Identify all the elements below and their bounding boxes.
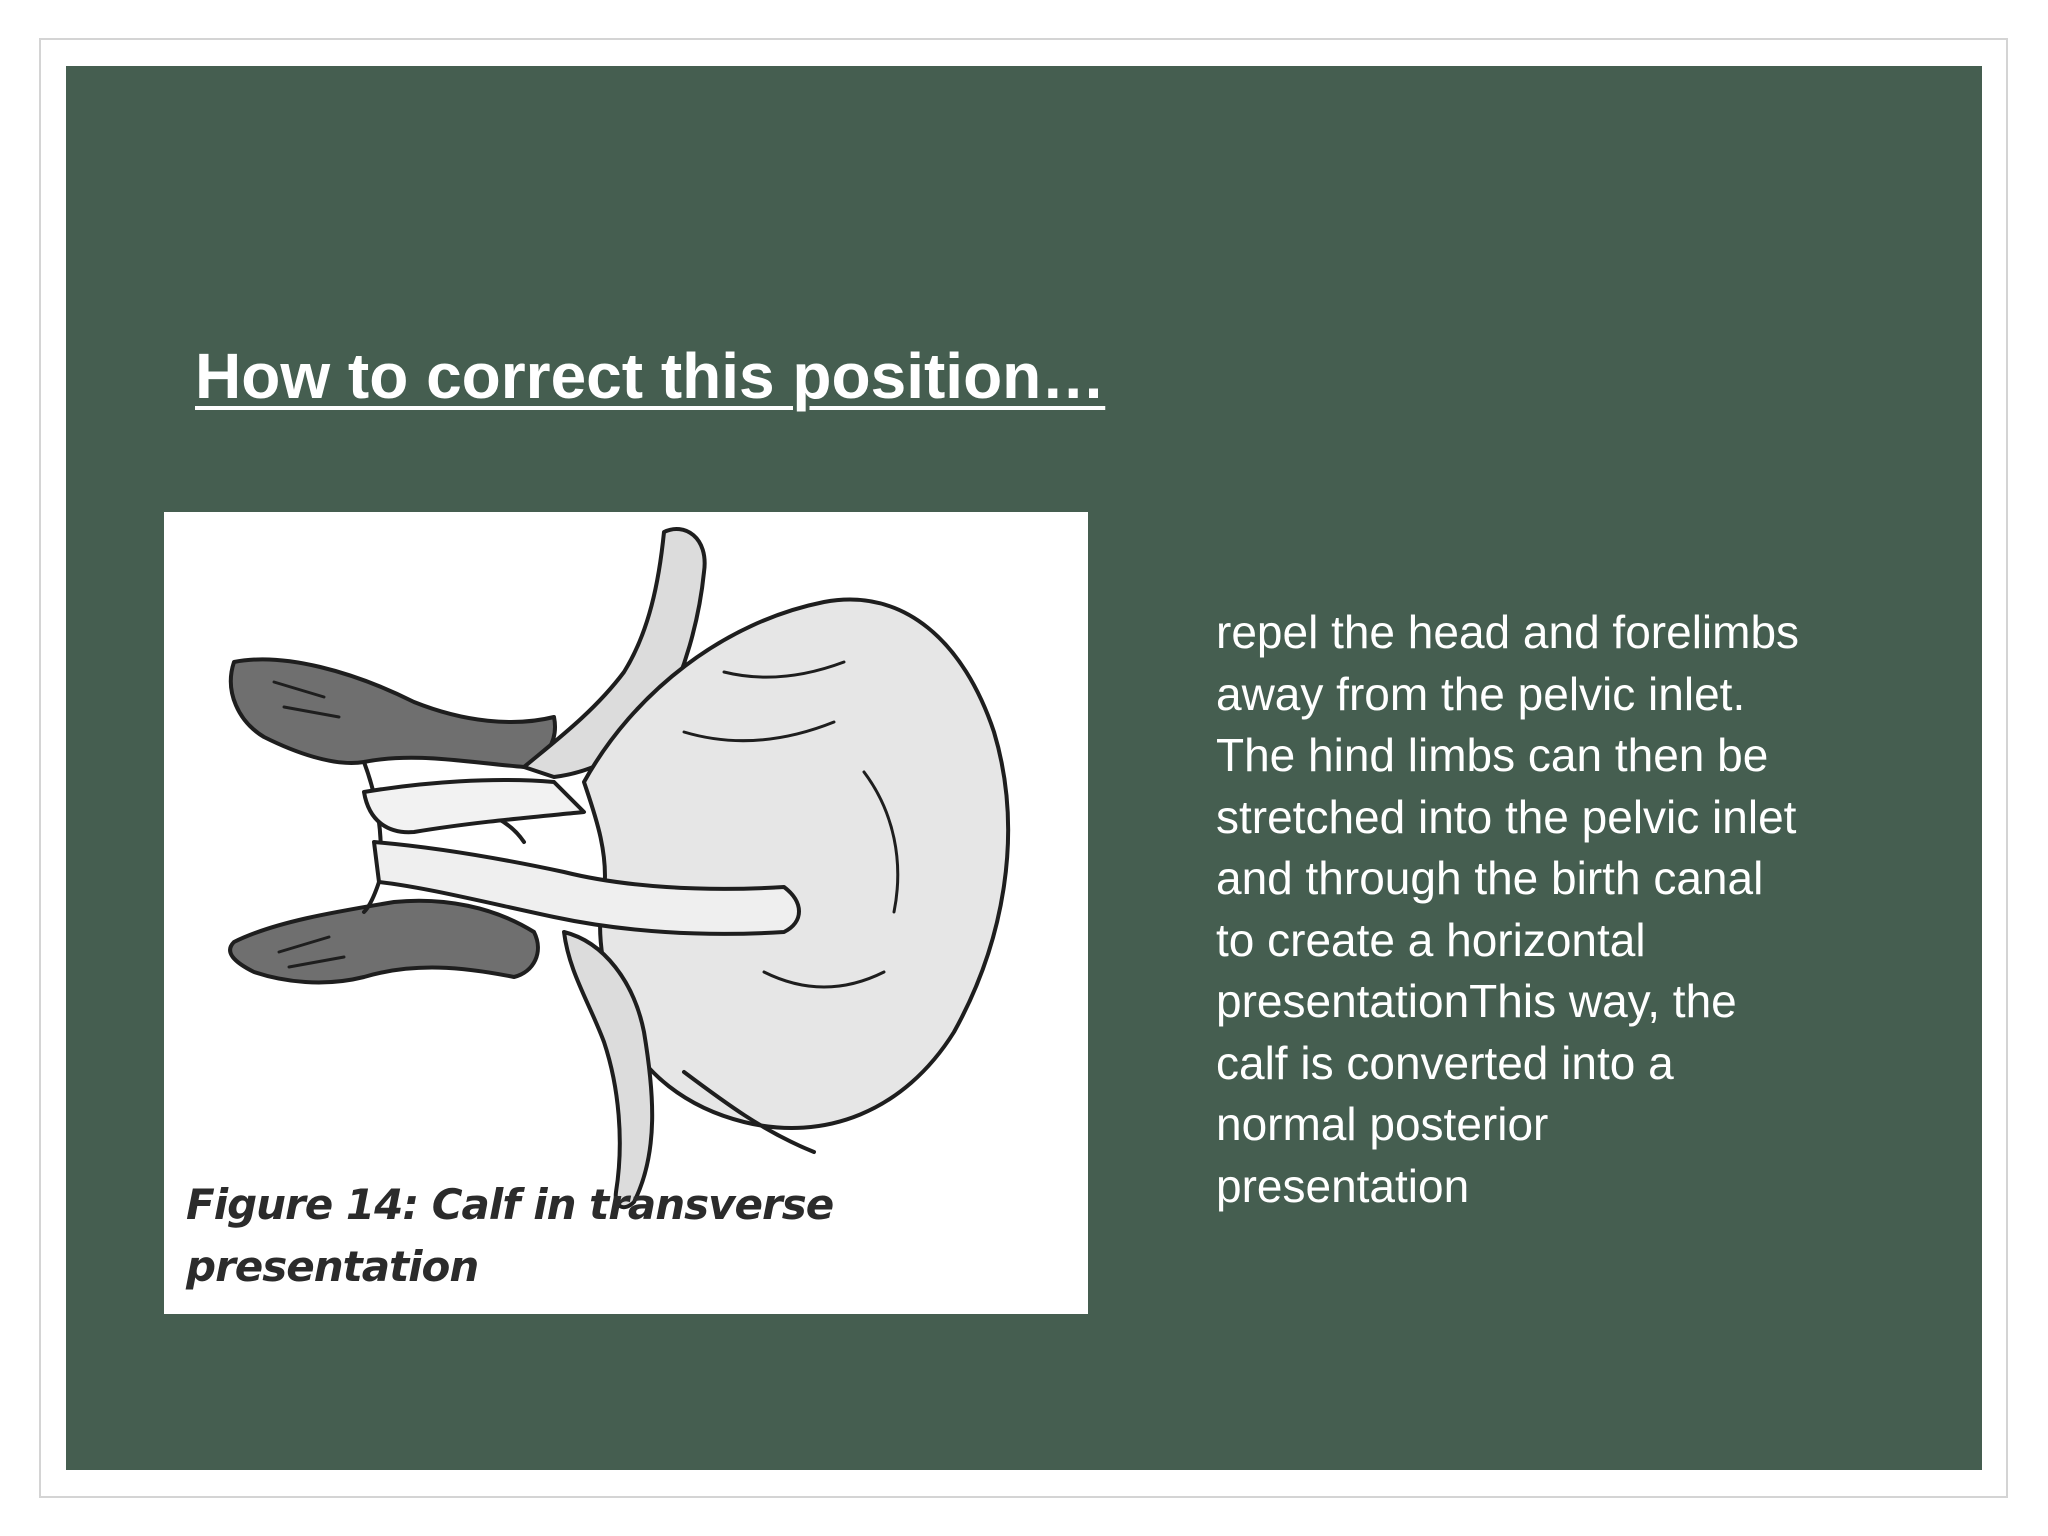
- body-line: The hind limbs can then be: [1216, 729, 1769, 781]
- figure-calf-transverse: [164, 512, 1088, 1314]
- body-line: calf is converted into a: [1216, 1036, 1674, 1089]
- body-line: repel the head and forelimbs: [1216, 606, 1800, 658]
- body-line: and through the birth canal: [1216, 852, 1764, 904]
- body-line: stretched into the pelvic inlet: [1216, 790, 1797, 843]
- body-line: away from the pelvic inlet.: [1216, 667, 1746, 720]
- body-line: presentationThis way, the: [1216, 975, 1737, 1027]
- body-line: to create a horizontal: [1216, 913, 1646, 966]
- body-line: normal posterior: [1216, 1098, 1549, 1150]
- figure-caption: Figure 14: Calf in transverse presentation: [186, 1180, 834, 1291]
- body-text: [1216, 602, 1916, 1217]
- body-line: presentation: [1216, 1159, 1470, 1212]
- slide-title: How to correct this position…: [195, 340, 1106, 412]
- slide: [66, 66, 1982, 1470]
